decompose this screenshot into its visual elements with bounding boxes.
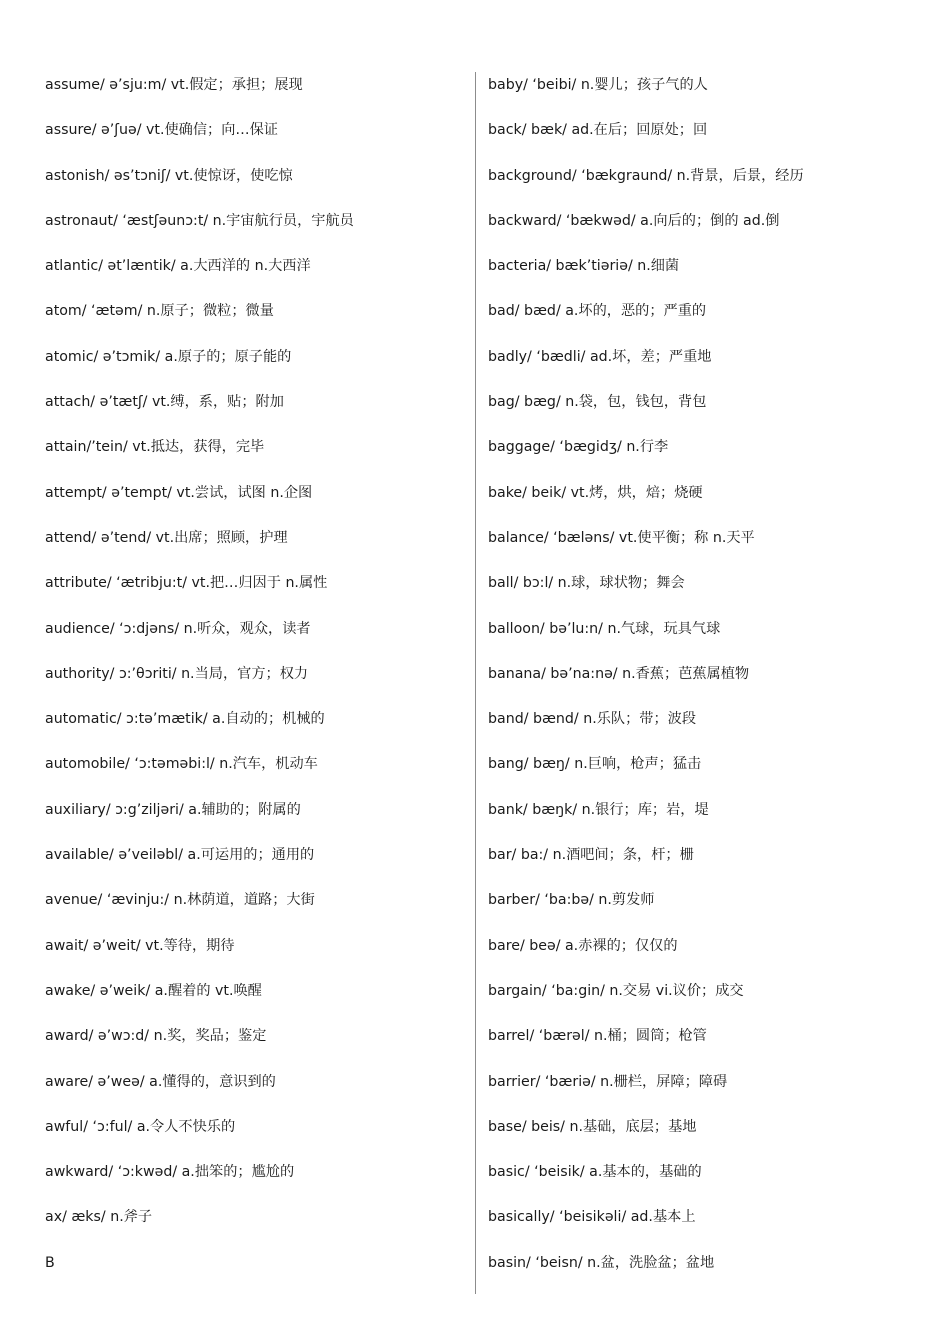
left-word-column	[45, 63, 465, 1286]
word-entry: audience/ ‘ɔ:djəns/ n.听众，观众，读者	[45, 620, 311, 637]
word-entry: barrel/ ‘bærəl/ n.桶；圆筒；枪管	[488, 1028, 707, 1045]
word-entry: awkward/ ‘ɔ:kwəd/ a.拙笨的；尴尬的	[45, 1164, 295, 1181]
word-entry: baby/ ‘beibi/ n.婴儿；孩子气的人	[488, 77, 708, 93]
word-entry: authority/ ɔ:’θɔriti/ n.当局，官方；权力	[45, 665, 309, 682]
word-entry: base/ beis/ n.基础，底层；基地	[488, 1118, 697, 1135]
word-entry: basin/ ‘beisn/ n.盆，洗脸盆；盆地	[488, 1254, 715, 1271]
word-entry: backward/ ‘bækwəd/ a.向后的；倒的 ad.倒	[488, 212, 780, 229]
word-entry: astronaut/ ‘æstʃəunɔ:t/ n.宇宙航行员，宇航员	[45, 212, 354, 229]
word-entry: atlantic/ ət’læntik/ a.大西洋的 n.大西洋	[45, 258, 311, 275]
word-entry: bake/ beik/ vt.烤，烘，焙；烧硬	[488, 484, 703, 501]
word-entry: bar/ ba:/ n.酒吧间；条，杆；栅	[488, 847, 694, 864]
word-entry: bang/ bæŋ/ n.巨响，枪声；猛击	[488, 756, 702, 773]
word-entry: await/ ə’weit/ vt.等待，期待	[45, 937, 235, 954]
word-entry: available/ ə’veiləbl/ a.可运用的；通用的	[45, 847, 315, 864]
word-entry: bag/ bæg/ n.袋，包，钱包，背包	[488, 394, 707, 411]
word-entry: bare/ beə/ a.赤裸的；仅仅的	[488, 937, 678, 954]
word-entry: basically/ ‘beisikəli/ ad.基本上	[488, 1209, 696, 1226]
right-word-column	[488, 63, 928, 1286]
word-entry: auxiliary/ ɔ:g’ziljəri/ a.辅助的；附属的	[45, 801, 301, 818]
word-entry: band/ bænd/ n.乐队；带；波段	[488, 711, 697, 728]
word-entry: baggage/ ‘bægidʒ/ n.行李	[488, 439, 669, 456]
section-letter-heading: B	[45, 1254, 55, 1271]
word-entry: astonish/ əs’tɔniʃ/ vt.使惊讶，使吃惊	[45, 167, 293, 184]
word-entry: attain/’tein/ vt.抵达，获得，完毕	[45, 439, 265, 456]
word-entry: automobile/ ‘ɔ:təməbi:l/ n.汽车，机动车	[45, 756, 318, 773]
word-entry: barber/ ‘ba:bə/ n.剪发师	[488, 892, 655, 909]
word-entry: balloon/ bə’lu:n/ n.气球，玩具气球	[488, 620, 721, 637]
word-entry: bargain/ ‘ba:gin/ n.交易 vi.议价；成交	[488, 982, 744, 999]
column-divider	[475, 72, 476, 1294]
word-entry: aware/ ə’weə/ a.懂得的，意识到的	[45, 1073, 276, 1090]
word-entry: awake/ ə’weik/ a.醒着的 vt.唤醒	[45, 982, 262, 999]
word-entry: attach/ ə’tætʃ/ vt.缚，系，贴；附加	[45, 394, 284, 411]
word-entry: award/ ə’wɔ:d/ n.奖，奖品；鉴定	[45, 1028, 267, 1045]
word-entry: bacteria/ bæk’tiəriə/ n.细菌	[488, 258, 680, 275]
word-entry: barrier/ ‘bæriə/ n.栅栏，屏障；障碍	[488, 1073, 728, 1090]
word-entry: attempt/ ə’tempt/ vt.尝试，试图 n.企图	[45, 484, 313, 501]
word-entry: bank/ bæŋk/ n.银行；库；岩，堤	[488, 801, 709, 818]
word-entry: assure/ ə’ʃuə/ vt.使确信；向…保证	[45, 122, 278, 139]
word-entry: badly/ ‘bædli/ ad.坏，差；严重地	[488, 348, 712, 365]
word-entry: assume/ ə’sju:m/ vt.假定；承担；展现	[45, 77, 303, 93]
word-entry: atomic/ ə’tɔmik/ a.原子的；原子能的	[45, 348, 292, 365]
word-entry: atom/ ‘ætəm/ n.原子；微粒；微量	[45, 303, 274, 320]
word-entry: background/ ‘bækgraund/ n.背景，后景，经历	[488, 167, 804, 184]
word-entry: balance/ ‘bæləns/ vt.使平衡；称 n.天平	[488, 529, 755, 546]
word-entry: ball/ bɔ:l/ n.球，球状物；舞会	[488, 575, 685, 592]
word-entry: awful/ ‘ɔ:ful/ a.令人不快乐的	[45, 1118, 236, 1135]
word-entry: attend/ ə’tend/ vt.出席；照顾，护理	[45, 529, 288, 546]
word-entry: banana/ bə’na:nə/ n.香蕉；芭蕉属植物	[488, 665, 750, 682]
word-entry: attribute/ ‘ætribju:t/ vt.把…归因于 n.属性	[45, 575, 328, 592]
word-entry: ax/ æks/ n.斧子	[45, 1209, 153, 1226]
word-entry: avenue/ ‘ævinju:/ n.林荫道，道路；大街	[45, 892, 315, 909]
word-entry: basic/ ‘beisik/ a.基本的，基础的	[488, 1164, 702, 1181]
word-entry: automatic/ ɔ:tə’mætik/ a.自动的；机械的	[45, 711, 325, 728]
word-entry: bad/ bæd/ a.坏的，恶的；严重的	[488, 303, 707, 320]
word-entry: back/ bæk/ ad.在后；回原处；回	[488, 122, 708, 139]
